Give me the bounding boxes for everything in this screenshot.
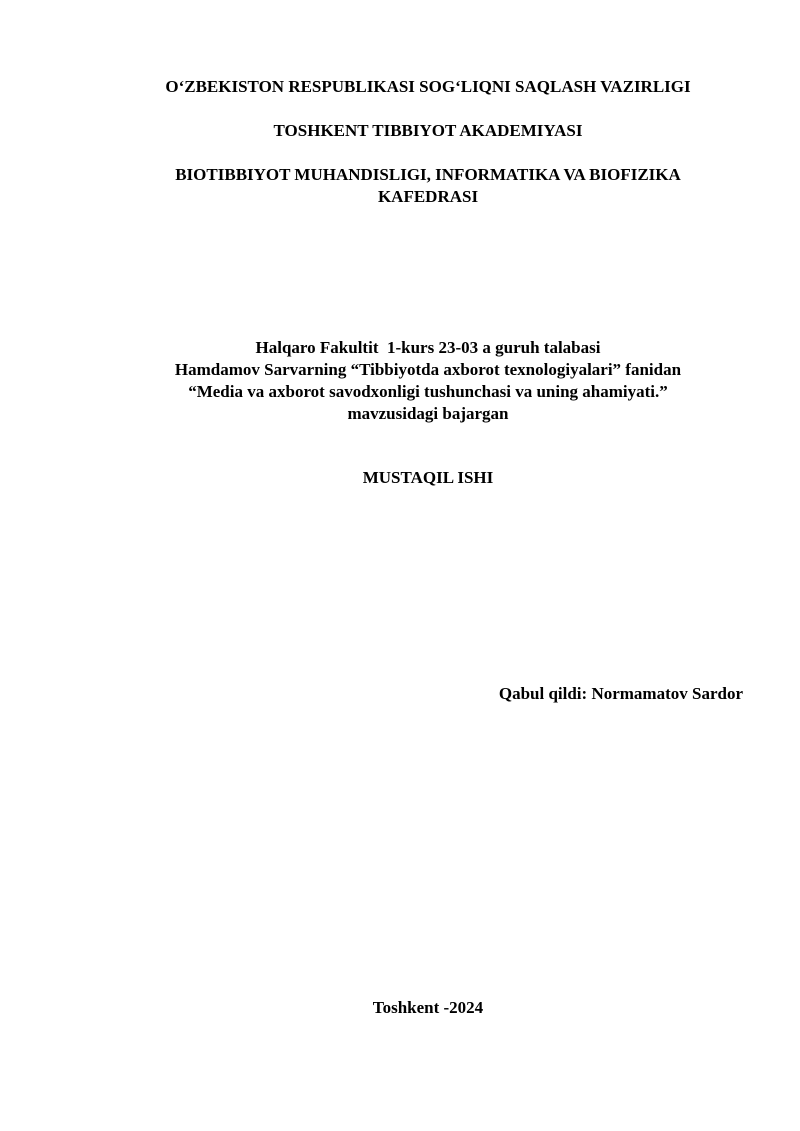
student-info xyxy=(28,337,800,425)
student-info-line1: Halqaro Fakultit 1-kurs 23-03 a guruh talabasi xyxy=(255,338,601,357)
work-type-title: MUSTAQIL ISHI xyxy=(362,468,494,487)
department-title xyxy=(28,164,800,208)
accepted-by: Qabul qildi: Normamatov Sardor xyxy=(498,684,743,703)
ministry-title: O‘ZBEKISTON RESPUBLIKASI SOG‘LIQNI SAQLASH VAZIRLIGI xyxy=(165,77,691,96)
department-title-line2: KAFEDRASI xyxy=(377,187,479,206)
student-info-line4: mavzusidagi bajargan xyxy=(347,404,509,423)
city-year: Toshkent -2024 xyxy=(372,998,484,1017)
student-info-line3: “Media va axborot savodxonligi tushunchasi va uning ahamiyati.” xyxy=(188,382,668,401)
department-title-line1: BIOTIBBIYOT MUHANDISLIGI, INFORMATIKA VA BIOFIZIKA xyxy=(175,165,681,184)
student-info-line2: Hamdamov Sarvarning “Tibbiyotda axborot texnologiyalari” fanidan xyxy=(174,360,682,379)
academy-title: TOSHKENT TIBBIYOT AKADEMIYASI xyxy=(273,121,583,140)
